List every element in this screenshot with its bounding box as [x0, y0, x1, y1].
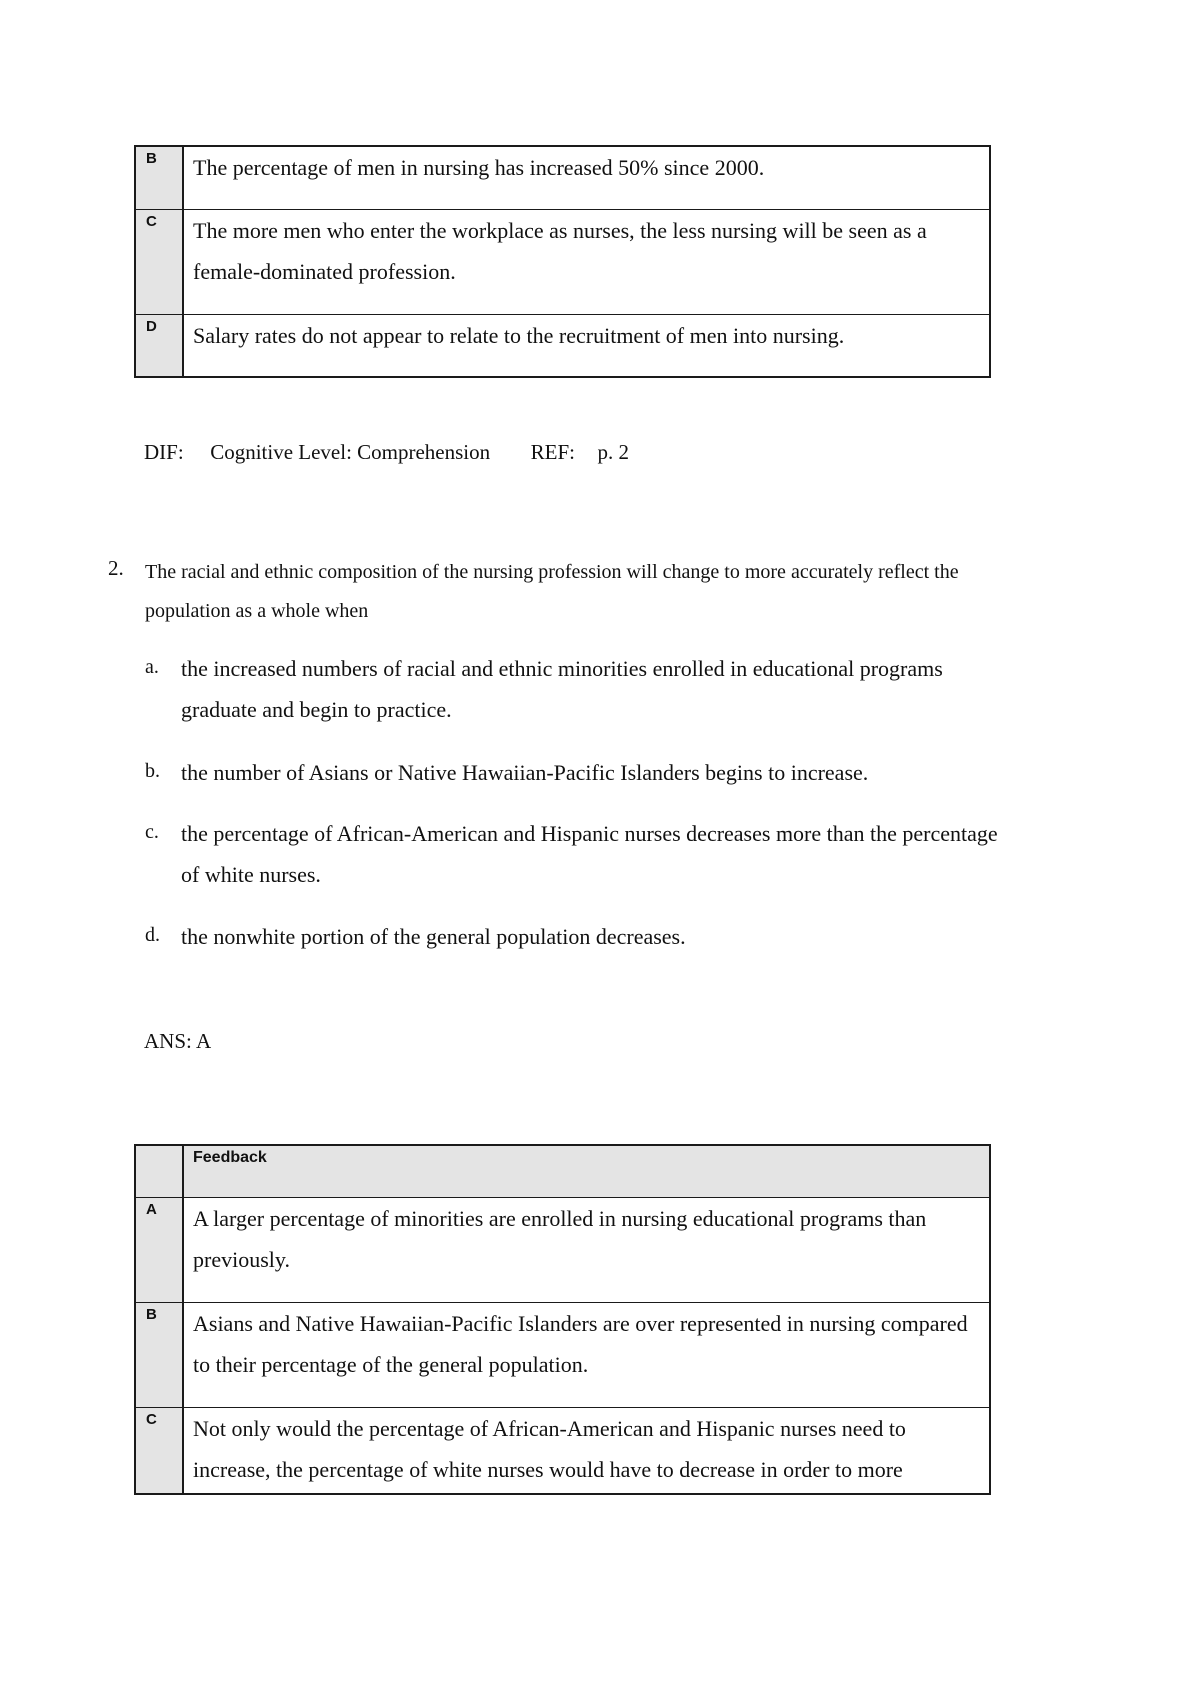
option-text-d: the nonwhite portion of the general population decreases. [181, 924, 686, 949]
option-text-a: the increased numbers of racial and ethnic minorities enrolled in educational programs graduate and begin to practice. [181, 656, 943, 722]
question-metadata [144, 440, 629, 465]
row-key: B [135, 146, 183, 209]
row-key: B [135, 1302, 183, 1407]
table-row [135, 314, 990, 377]
question-stem: The racial and ethnic composition of the nursing profession will change to more accurately reflect the population as a whole when [145, 561, 959, 622]
row-feedback-text: A larger percentage of minorities are enrolled in nursing educational programs than previously. [183, 1197, 990, 1302]
option-letter-a: a. [145, 656, 159, 678]
option-letter-c: c. [145, 821, 159, 843]
row-feedback-text: The percentage of men in nursing has increased 50% since 2000. [183, 146, 990, 209]
row-key: D [135, 314, 183, 377]
ref-value: p. 2 [597, 440, 629, 464]
feedback-table [134, 1144, 991, 1495]
row-key: A [135, 1197, 183, 1302]
row-key: C [135, 209, 183, 314]
table-row [135, 1197, 990, 1302]
table-row [135, 209, 990, 314]
ref-label: REF: [530, 440, 575, 464]
feedback-table-continued [134, 145, 991, 378]
feedback-header: Feedback [183, 1145, 990, 1197]
option-text-b: the number of Asians or Native Hawaiian-Pacific Islanders begins to increase. [181, 760, 869, 785]
option-letter-b: b. [145, 760, 160, 782]
table-row [135, 146, 990, 209]
option-text-c: the percentage of African-American and Hispanic nurses decreases more than the percentage of white nurses. [181, 821, 998, 887]
row-feedback-text: Salary rates do not appear to relate to the recruitment of men into nursing. [183, 314, 990, 377]
answer-label: ANS: [144, 1029, 192, 1053]
row-feedback-text: Asians and Native Hawaiian-Pacific Islanders are over represented in nursing compared to their percentage of the general population. [183, 1302, 990, 1407]
dif-label: DIF: [144, 440, 184, 464]
question-number: 2. [108, 556, 124, 580]
answer-line [144, 1029, 211, 1054]
table-row [135, 1302, 990, 1407]
row-feedback-text: Not only would the percentage of African-American and Hispanic nurses need to increase, the percentage of white nurses would have to decrease in order to more [183, 1407, 990, 1494]
option-letter-d: d. [145, 924, 160, 946]
header-key-cell [135, 1145, 183, 1197]
row-feedback-text: The more men who enter the workplace as nurses, the less nursing will be seen as a female-dominated profession. [183, 209, 990, 314]
row-key: C [135, 1407, 183, 1494]
answer-value: A [195, 1029, 212, 1053]
dif-value: Cognitive Level: Comprehension [210, 440, 491, 464]
table-row [135, 1407, 990, 1494]
table-header-row [135, 1145, 990, 1197]
